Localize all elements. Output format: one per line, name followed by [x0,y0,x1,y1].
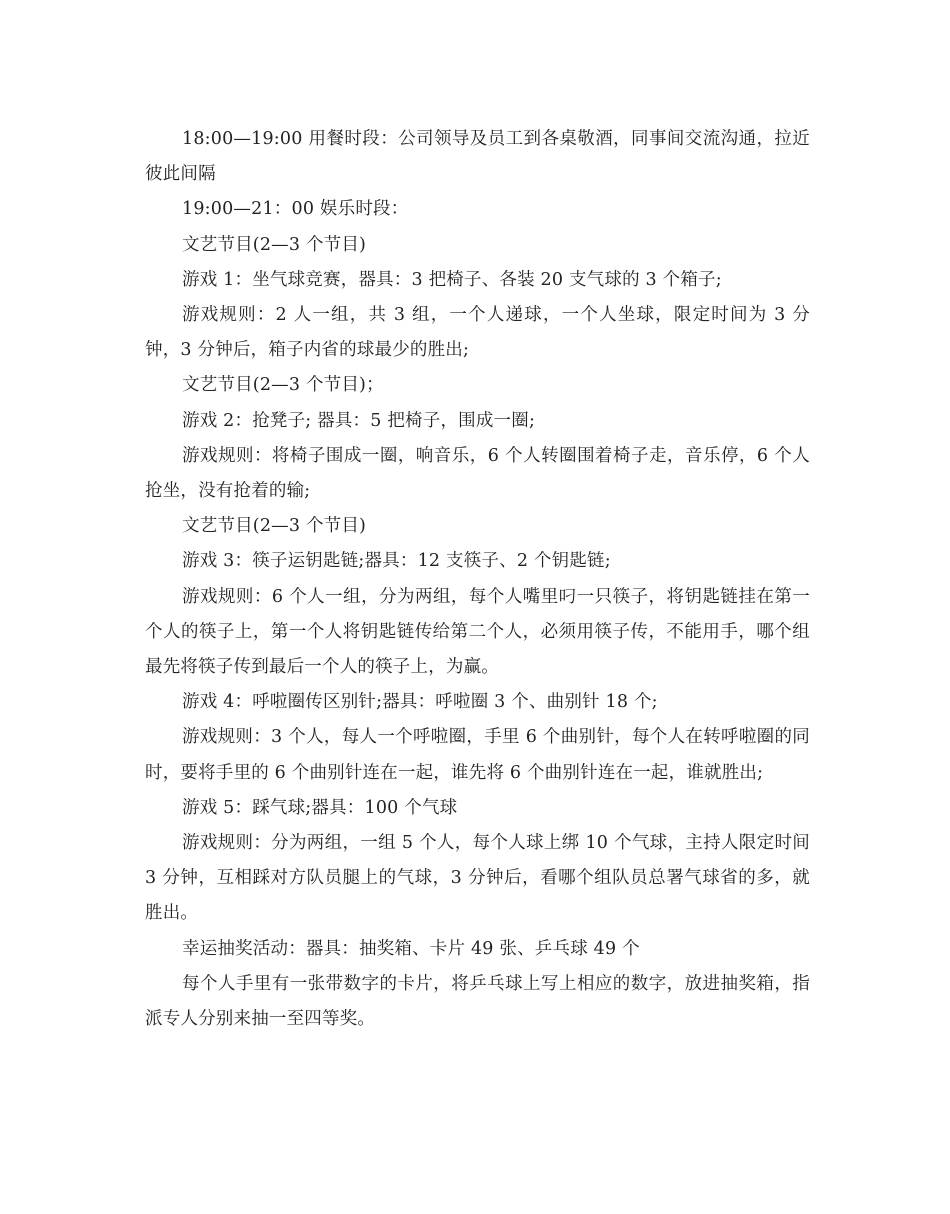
paragraph-game-3: 游戏 3：筷子运钥匙链;器具：12 支筷子、2 个钥匙链; [182,551,611,572]
paragraph-game-3-rules: 游戏规则：6 个人一组，分为两组，每个人嘴里叼一只筷子，将钥匙链挂在第一个人的筷子上，第一个人将钥匙链传给第二个人，必须用筷子传，不能用手，哪个组最先将筷子传到最后一个人的筷子上，为赢。 [145,586,810,678]
paragraph-performance-3: 文艺节目(2—3 个节目) [182,516,367,537]
paragraph-lucky-draw: 幸运抽奖活动：器具：抽奖箱、卡片 49 张、乒乓球 49 个 [182,938,640,959]
paragraph-game-4-rules: 游戏规则：3 个人，每人一个呼啦圈，手里 6 个曲别针，每个人在转呼啦圈的同时，要将手里的 6 个曲别针连在一起，谁先将 6 个曲别针连在一起，谁就胜出; [145,727,810,783]
paragraph-game-4: 游戏 4：呼啦圈传区别针;器具：呼啦圈 3 个、曲别针 18 个; [182,692,658,713]
paragraph-dinner-time: 18:00—19:00 用餐时段：公司领导及员工到各桌敬酒，同事间交流沟通，拉近彼此间隔 [145,129,810,185]
paragraph-performance-2: 文艺节目(2—3 个节目)； [182,375,384,396]
paragraph-game-1-rules: 游戏规则：2 人一组，共 3 组，一个人递球，一个人坐球，限定时间为 3 分钟，3 分钟后，箱子内省的球最少的胜出; [145,305,810,361]
document-body [145,122,810,1037]
paragraph-entertainment-time: 19:00—21：00 娱乐时段： [182,199,409,220]
paragraph-game-1: 游戏 1：坐气球竞赛，器具：3 把椅子、各装 20 支气球的 3 个箱子; [182,269,722,290]
paragraph-game-5-rules: 游戏规则：分为两组，一组 5 个人，每个人球上绑 10 个气球，主持人限定时间 3 分钟，互相踩对方队员腿上的气球，3 分钟后，看哪个组队员总署气球省的多，就胜出。 [145,833,810,924]
paragraph-game-5: 游戏 5：踩气球;器具：100 个气球 [182,797,458,818]
paragraph-game-2: 游戏 2：抢凳子; 器具：5 把椅子，围成一圈; [182,410,536,431]
paragraph-performance-1: 文艺节目(2—3 个节目) [182,234,367,255]
paragraph-lucky-draw-rules: 每个人手里有一张带数字的卡片，将乒乓球上写上相应的数字，放进抽奖箱，指派专人分别来抽一至四等奖。 [145,973,810,1030]
paragraph-game-2-rules: 游戏规则：将椅子围成一圈，响音乐，6 个人转圈围着椅子走，音乐停，6 个人抢坐，没有抢着的输; [145,445,810,502]
